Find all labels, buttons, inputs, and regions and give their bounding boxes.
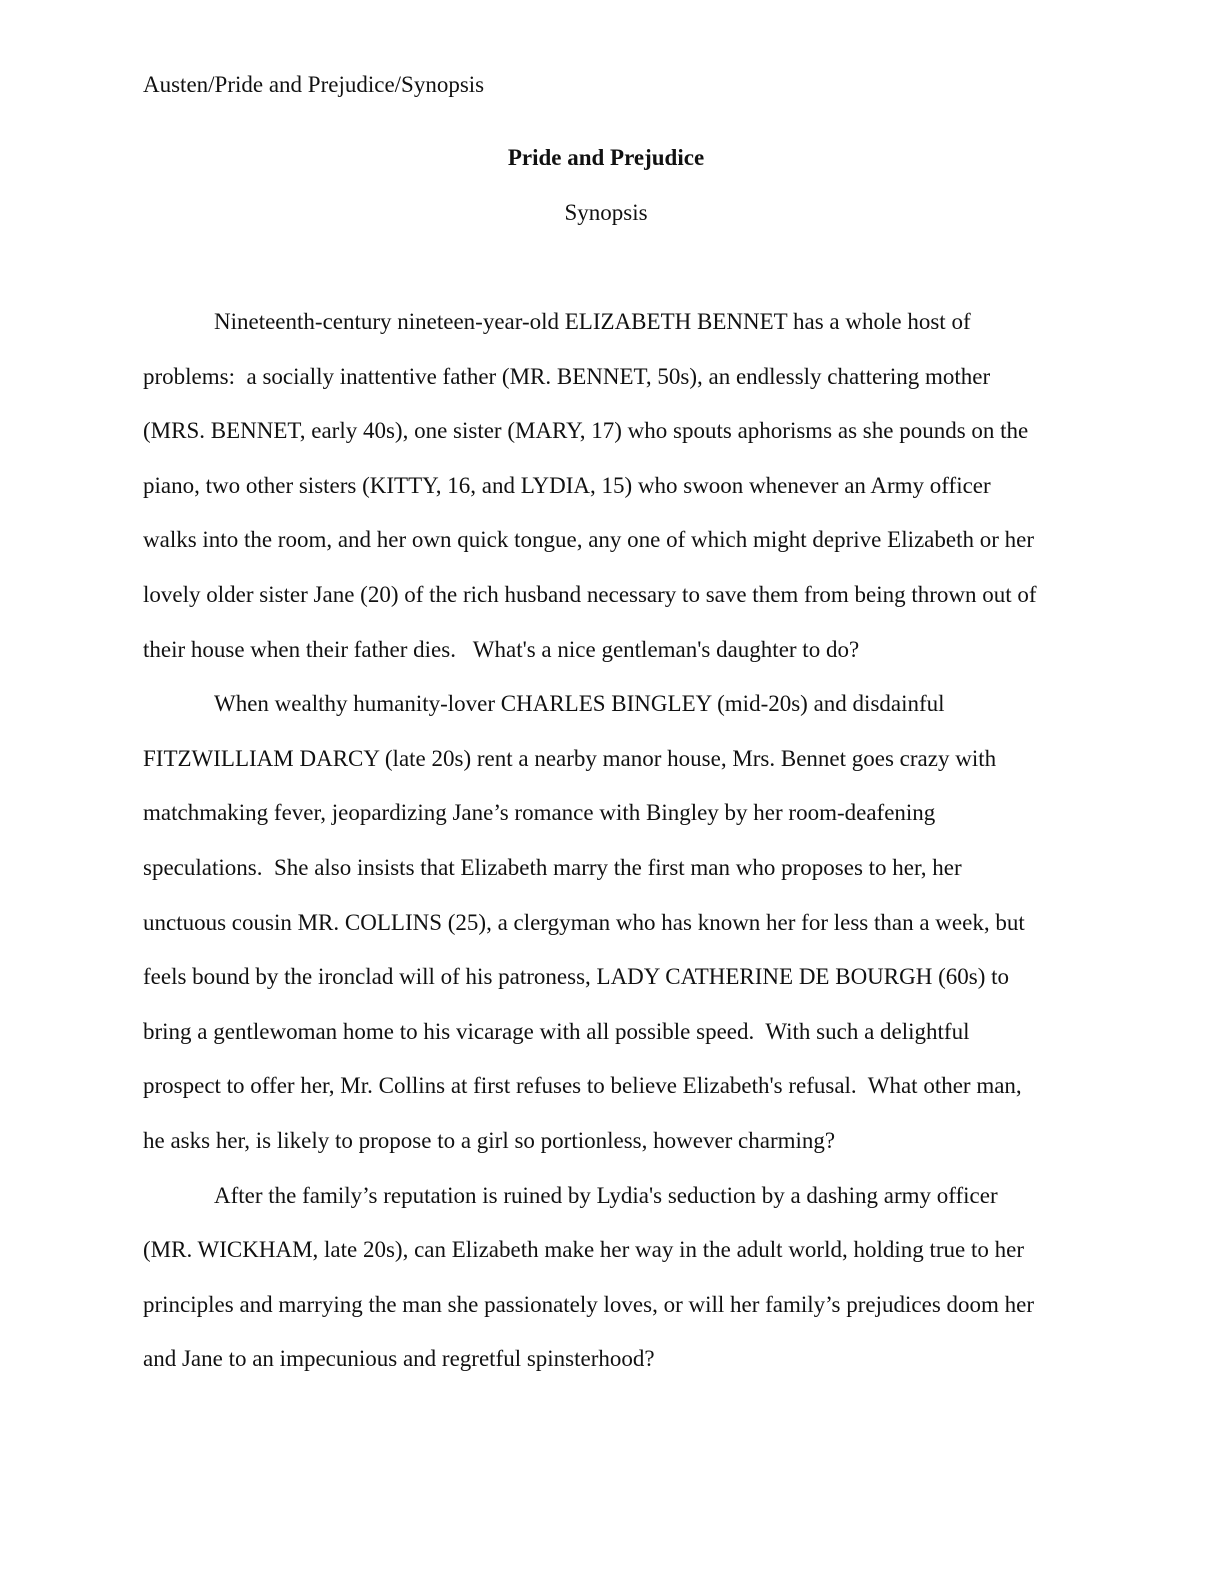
- text-line: speculations. She also insists that Elizabeth marry the first man who proposes to her, her: [143, 854, 962, 880]
- synopsis-body: [143, 307, 1083, 1399]
- text-line: problems: a socially inattentive father (MR. BENNET, 50s), an endlessly chattering mother: [143, 363, 991, 389]
- text-line: (MR. WICKHAM, late 20s), can Elizabeth make her way in the adult world, holding true to her: [143, 1237, 1025, 1263]
- text-line: lovely older sister Jane (20) of the rich husband necessary to save them from being thrown out of: [143, 581, 1037, 607]
- text-line: Nineteenth-century nineteen-year-old ELIZABETH BENNET has a whole host of: [214, 309, 971, 334]
- text-line: FITZWILLIAM DARCY (late 20s) rent a nearby manor house, Mrs. Bennet goes crazy with: [143, 745, 997, 771]
- text-line: After the family’s reputation is ruined by Lydia's seduction by a dashing army officer: [214, 1182, 998, 1208]
- text-line: prospect to offer her, Mr. Collins at first refuses to believe Elizabeth's refusal. What other man,: [143, 1073, 1022, 1099]
- text-line: bring a gentlewoman home to his vicarage with all possible speed. With such a delightful: [143, 1018, 970, 1044]
- document-title: Pride and Prejudice: [507, 145, 705, 170]
- text-line: and Jane to an impecunious and regretful spinsterhood?: [143, 1346, 655, 1372]
- text-line: feels bound by the ironclad will of his patroness, LADY CATHERINE DE BOURGH (60s) to: [143, 964, 1010, 990]
- paragraph-2: [143, 689, 1083, 1180]
- document-subtitle: Synopsis: [564, 200, 648, 225]
- text-line: their house when their father dies. What's a nice gentleman's daughter to do?: [143, 636, 860, 662]
- paragraph-3: [143, 1181, 1083, 1399]
- text-line: unctuous cousin MR. COLLINS (25), a clergyman who has known her for less than a week, but: [143, 909, 1025, 935]
- text-line: piano, two other sisters (KITTY, 16, and LYDIA, 15) who swoon whenever an Army officer: [143, 472, 991, 498]
- text-line: matchmaking fever, jeopardizing Jane’s romance with Bingley by her room-deafening: [143, 800, 936, 826]
- running-header: Austen/Pride and Prejudice/Synopsis: [143, 72, 485, 97]
- text-line: he asks her, is likely to propose to a girl so portionless, however charming?: [143, 1127, 836, 1153]
- text-line: (MRS. BENNET, early 40s), one sister (MARY, 17) who spouts aphorisms as she pounds on the: [143, 418, 1029, 444]
- paragraph-1: [143, 307, 1083, 689]
- text-line: When wealthy humanity-lover CHARLES BINGLEY (mid-20s) and disdainful: [214, 691, 945, 717]
- text-line: walks into the room, and her own quick tongue, any one of which might deprive Elizabeth or her: [143, 527, 1035, 553]
- text-line: principles and marrying the man she passionately loves, or will her family’s prejudices doom her: [143, 1291, 1035, 1317]
